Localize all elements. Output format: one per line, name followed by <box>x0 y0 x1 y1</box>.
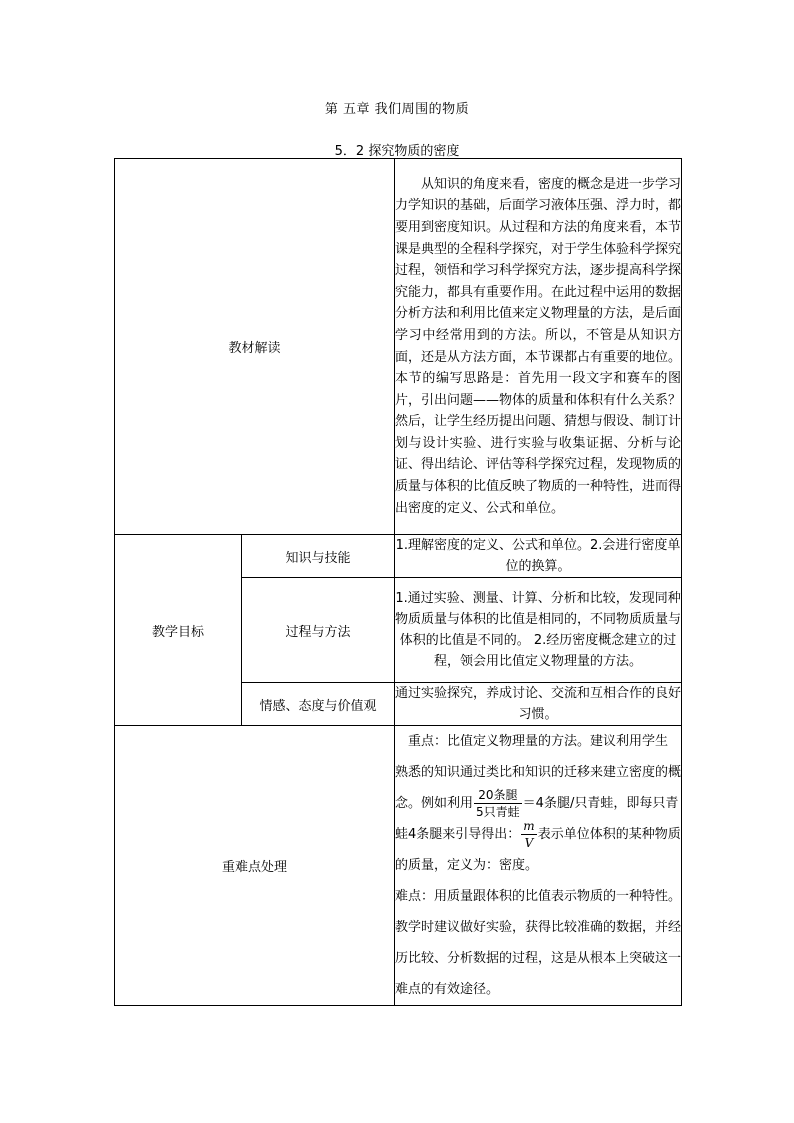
textbook-reading-row <box>115 159 682 535</box>
fraction-denominator: 5只青蛙 <box>476 805 520 819</box>
goal-dimension-attitude: 情感、态度与价值观 <box>242 683 395 726</box>
goal-dimension-knowledge: 知识与技能 <box>242 535 395 578</box>
textbook-reading-text: 从知识的角度来看，密度的概念是进一步学习力学知识的基础，后面学习液体压强、浮力时，都要用到密度知识。从过程和方法的角度来看，本节课是典型的全程科学探究，对于学生体验科学探究过程，领悟和学习科学探究方法，逐步提高科学探究能力，都具有重要作用。在此过程中运用的数据分析方法和利用比值来定义物理量的方法，是后面学习中经常用到的方法。所以，不管是从知识方面，还是从方法方面，本节课都占有重要的地位。本节的编写思路是：首先用一段文字和赛车的图片，引出问题——物体的质量和体积有什么关系？然后，让学生经历提出问题、猜想与假设、制订计划与设计实验、进行实验与收集证据、分析与论证、得出结论、评估等科学探究过程，发现物质的质量与体积的比值反映了物质的一种特性，进而得出密度的定义、公式和单位。 <box>395 176 682 516</box>
key-points-label: 重难点处理 <box>115 726 395 1006</box>
key-points-content <box>395 726 682 1006</box>
legs-per-frog-fraction <box>474 788 522 819</box>
lesson-plan-table <box>114 158 682 1006</box>
textbook-reading-content <box>395 159 682 535</box>
section-title: 5．2 探究物质的密度 <box>334 144 460 159</box>
formula-denominator: V <box>524 836 534 850</box>
difficulty-paragraph <box>395 881 681 1005</box>
teaching-goals-label: 教学目标 <box>115 535 242 726</box>
fraction-numerator: 20条腿 <box>474 788 522 804</box>
density-formula <box>521 819 536 850</box>
textbook-reading-label: 教材解读 <box>115 159 395 535</box>
goal-dimension-process: 过程与方法 <box>242 578 395 683</box>
goal-row-knowledge <box>115 535 682 578</box>
chapter-title: 第 五章 我们周围的物质 <box>324 102 470 117</box>
focus-text-3: 表示单位体积的某种物质的质量，定义为：密度。 <box>395 827 681 873</box>
focus-text-2: ＝4条腿/只青蛙，即每只青蛙4条腿来引导得出： <box>395 796 679 842</box>
formula-numerator: m <box>523 819 535 833</box>
goal-content-process: 1.通过实验、测量、计算、分析和比较，发现同种物质质量与体积的比值是相同的，不同物质质量与体积的比值是不同的。 2.经历密度概念建立的过程，领会用比值定义物理量的方法。 <box>395 578 682 683</box>
difficulty-text: 难点：用质量跟体积的比值表示物质的一种特性。教学时建议做好实验，获得比较准确的数据，并经历比较、分析数据的过程，这是从根本上突破这一难点的有效途径。 <box>395 889 682 997</box>
goal-content-attitude: 通过实验探究，养成讨论、交流和互相合作的良好习惯。 <box>395 683 682 726</box>
focus-paragraph <box>395 726 681 881</box>
goal-content-knowledge: 1.理解密度的定义、公式和单位。2.会进行密度单位的换算。 <box>395 535 682 578</box>
focus-text-1: 重点：比值定义物理量的方法。建议利用学生熟悉的知识通过类比和知识的迁移来建立密度的概念。例如利用 <box>395 734 682 811</box>
key-points-row <box>115 726 682 1006</box>
